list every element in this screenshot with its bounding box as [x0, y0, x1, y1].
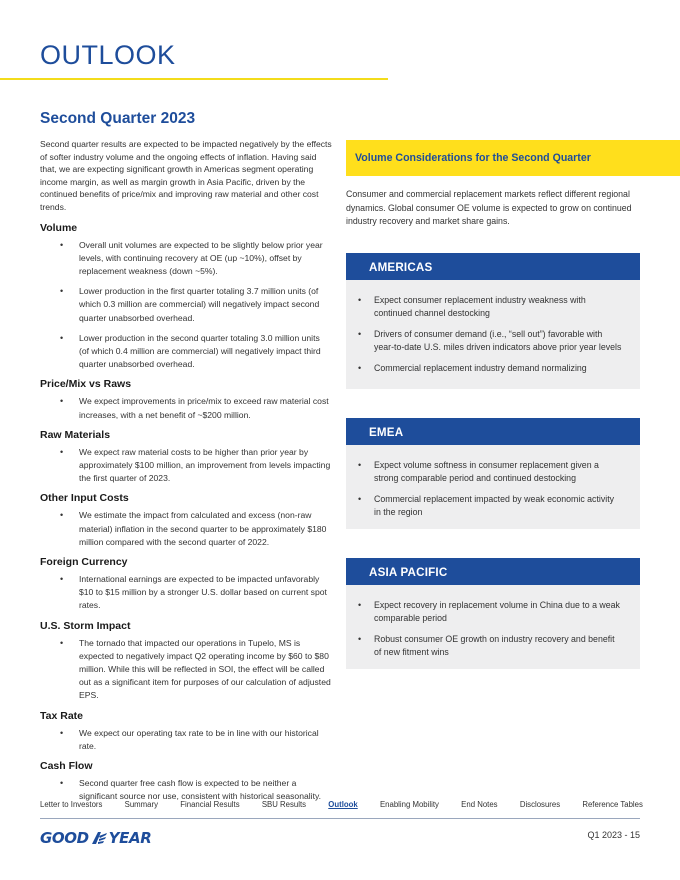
logo-text-left: GOOD	[40, 829, 89, 847]
nav-link-summary[interactable]: Summary	[124, 800, 158, 809]
subsection-heading: Tax Rate	[40, 709, 83, 722]
intro-paragraph: Second quarter results are expected to be impacted negatively by the effects of softer industry volume and the ongoing effects of inflation. Having said that, we are expecting significant growth in Americas segment operating income margin, as well as margin growth in Asia Pacific, driven by the continued benefits of price/mix and improving raw material and other cost trends.	[40, 139, 332, 212]
subsection-heading: Price/Mix vs Raws	[40, 378, 132, 391]
region-bullets	[346, 280, 640, 386]
region-bullet: • Expect recovery in replacement volume in China due to a weak comparable period	[346, 599, 622, 626]
bullet-item: • International earnings are expected to be impacted unfavorably $10 to $15 million by a stronger U.S. dollar based on current spot rates.	[40, 573, 332, 613]
subsection-bullets	[40, 395, 332, 421]
region-heading: EMEA	[346, 418, 640, 445]
subsection-bullets	[40, 239, 332, 372]
nav-link-sbu-results[interactable]: SBU Results	[261, 800, 307, 809]
region-emea	[346, 418, 640, 529]
page-title: OUTLOOK	[40, 40, 176, 70]
region-asia-pacific	[346, 558, 640, 669]
bullet-item: • Second quarter free cash flow is expected to be neither a significant source nor use, consistent with historical seasonality.	[40, 777, 332, 803]
nav-link-reference-tables[interactable]: Reference Tables	[582, 800, 643, 809]
title-underline	[0, 78, 388, 80]
region-bullet: • Expect volume softness in consumer replacement given a strong comparable period and continued destocking	[346, 459, 622, 486]
bullet-item: • We expect improvements in price/mix to exceed raw material cost increases, with a net benefit of ~$200 million.	[40, 395, 332, 421]
region-heading: ASIA PACIFIC	[346, 558, 640, 585]
nav-link-enabling-mobility[interactable]: Enabling Mobility	[379, 800, 439, 809]
footer-divider	[40, 818, 640, 819]
subsection-heading: Foreign Currency	[40, 556, 128, 569]
nav-link-letter-to-investors[interactable]: Letter to Investors	[40, 800, 103, 809]
bullet-item: • We expect raw material costs to be higher than prior year by approximately $100 million, an improvement from levels impacting the first quarter of 2023.	[40, 446, 332, 486]
left-column	[40, 110, 332, 810]
goodyear-logo	[40, 829, 151, 847]
nav-link-outlook[interactable]: Outlook	[328, 800, 358, 809]
region-heading: AMERICAS	[346, 253, 640, 280]
region-bullet: • Commercial replacement impacted by weak economic activity in the region	[346, 493, 622, 520]
nav-link-disclosures[interactable]: Disclosures	[519, 800, 561, 809]
region-bullet: • Commercial replacement industry demand normalizing	[346, 362, 622, 375]
wingfoot-icon	[90, 830, 108, 846]
region-americas	[346, 253, 640, 389]
subsection-heading: Volume	[40, 221, 78, 234]
volume-considerations-banner: Volume Considerations for the Second Quarter	[346, 140, 680, 176]
bullet-item: • Overall unit volumes are expected to be slightly below prior year levels, with continuing recovery at OE (up ~10%), offset by replacement weakness (down ~5%).	[40, 239, 332, 279]
volume-considerations-text: Consumer and commercial replacement markets reflect different regional dynamics. Global consumer OE volume is expected to grow on continued industry recovery and market share gains.	[346, 189, 632, 227]
nav-link-financial-results[interactable]: Financial Results	[180, 800, 240, 809]
region-bullets	[346, 445, 640, 531]
subsection-heading: Cash Flow	[40, 760, 93, 773]
bullet-item: • We estimate the impact from calculated and excess (non-raw material) inflation in the second quarter to be approximately $180 million compared with the second quarter of 2022.	[40, 509, 332, 549]
outlook-sections	[40, 222, 332, 804]
subsection-bullets	[40, 573, 332, 613]
footer-navigation	[40, 800, 643, 809]
region-bullet: • Drivers of consumer demand (i.e., “sell out”) favorable with year-to-date U.S. miles driven indicators above prior year levels	[346, 328, 622, 355]
subsection-bullets	[40, 727, 332, 753]
nav-link-end-notes[interactable]: End Notes	[461, 800, 498, 809]
subsection-bullets	[40, 509, 332, 549]
region-bullet: • Expect consumer replacement industry weakness with continued channel destocking	[346, 294, 622, 321]
region-bullets	[346, 585, 640, 671]
subsection-heading: U.S. Storm Impact	[40, 619, 131, 632]
page-number: Q1 2023 - 15	[587, 830, 640, 840]
bullet-item: • The tornado that impacted our operations in Tupelo, MS is expected to negatively impact Q2 operating income by $60 to $80 million. While this will be reflected in SOI, the effect will be called out as a significant item for purposes of our calculation of adjusted EPS.	[40, 637, 332, 703]
subsection-bullets	[40, 446, 332, 486]
bullet-item: • Lower production in the second quarter totaling 3.0 million units (of which 0.4 million are commercial) will negatively impact third quarter unabsorbed overhead.	[40, 332, 332, 372]
bullet-item: • Lower production in the first quarter totaling 3.7 million units (of which 0.3 million are commercial) will negatively impact second quarter unabsorbed overhead.	[40, 285, 332, 325]
logo-text-right: YEAR	[108, 829, 152, 847]
section-title: Second Quarter 2023	[40, 110, 196, 127]
subsection-heading: Other Input Costs	[40, 492, 129, 505]
region-bullet: • Robust consumer OE growth on industry recovery and benefit of new fitment wins	[346, 633, 622, 660]
subsection-bullets	[40, 637, 332, 703]
bullet-item: • We expect our operating tax rate to be in line with our historical rate.	[40, 727, 332, 753]
subsection-heading: Raw Materials	[40, 428, 111, 441]
